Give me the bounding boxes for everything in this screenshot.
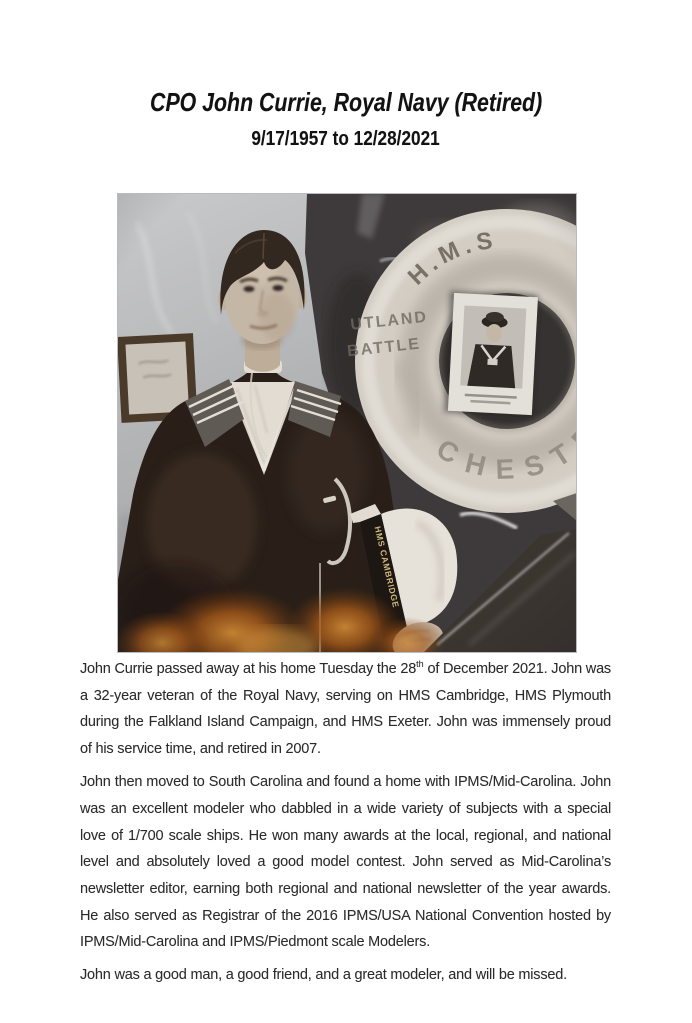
obituary-text [80,656,611,995]
paragraph-2: John then moved to South Carolina and found a home with IPMS/Mid-Carolina. John was an excellent modeler who dabbled in a wide variety of subjects with a special love of 1/700 scale ships. He won many awards at the local, regional, and national level and absolutely loved a good model contest. John served as Mid-Carolina’s newsletter editor, earning both regional and national newsletter of the year awards. He also served as Registrar of the 2016 IPMS/USA National Convention hosted by IPMS/Mid-Carolina and IPMS/Piedmont scale Modelers. [80,774,611,951]
paragraph-1 [80,656,611,763]
paragraph-1-start: John Currie passed away at his home Tuesday the 28 [80,661,417,677]
life-dates-text: 9/17/1957 to 12/28/2021 [251,128,441,150]
ordinal-superscript: th [416,659,424,670]
paragraph-1-end: of December 2021. John was a 32-year veteran of the Royal Navy, serving on HMS Cambridge, HMS Plymouth during the Falkland Island Campaign, and HMS Exeter. John was immensely proud of his service time, and retired in 2007. [80,661,611,758]
life-dates [0,127,692,151]
memorial-photo-art [117,193,577,653]
page-title [0,88,692,116]
memorial-photo [117,193,577,653]
page-title-text: CPO John Currie, Royal Navy (Retired) [149,87,543,117]
paragraph-3: John was a good man, a good friend, and a great modeler, and will be missed. [80,967,567,984]
